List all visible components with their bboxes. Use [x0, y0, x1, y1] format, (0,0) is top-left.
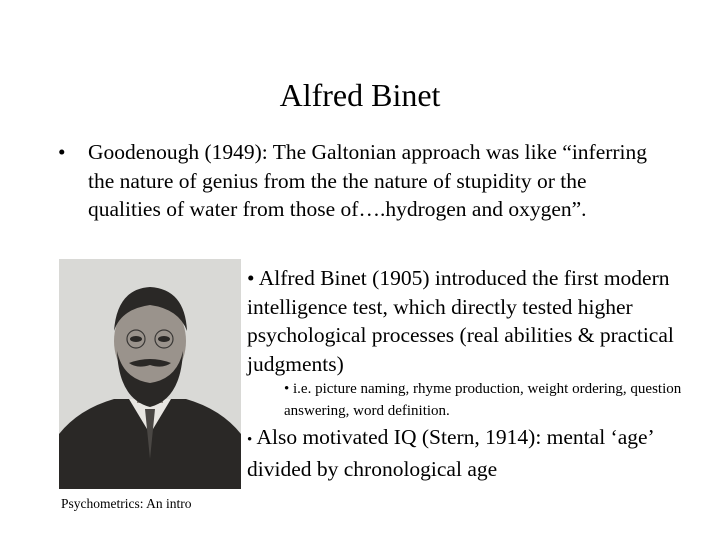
bullet-text: Also motivated IQ (Stern, 1914): mental ‘age’ divided by chronological age	[247, 425, 654, 481]
slide-title: Alfred Binet	[279, 77, 441, 113]
bullet-iq	[247, 423, 707, 484]
bullet-marker: •	[58, 140, 66, 164]
sub-bullet-examples: • i.e. picture naming, rhyme production, weight ordering, question answering, word definition.	[284, 381, 682, 419]
footer-label: Psychometrics: An intro	[61, 496, 192, 511]
bullet-text: Goodenough (1949): The Galtonian approach was like “inferring the nature of genius from the the nature of stupidity or the qualities of water from those of….hydrogen and oxygen”.	[88, 140, 648, 221]
portrait-image	[59, 259, 241, 489]
portrait-photo-icon	[59, 259, 241, 489]
bullet-binet-test: • Alfred Binet (1905) introduced the first modern intelligence test, which directly tested higher psychological processes (real abilities & practical judgments)	[247, 266, 674, 376]
bullet-marker: •	[247, 432, 253, 448]
